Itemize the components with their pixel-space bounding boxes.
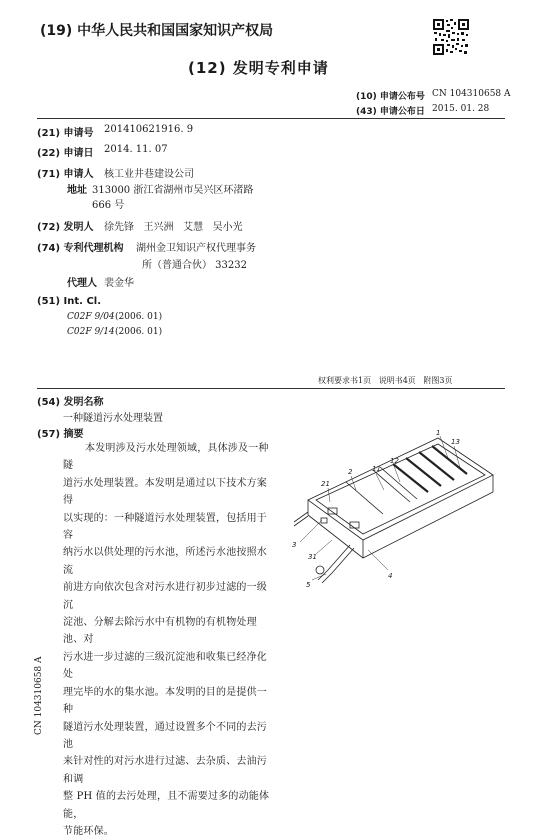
abstract-body bbox=[63, 440, 273, 840]
pipe-outlet bbox=[316, 566, 324, 574]
agent-label: 代理人 bbox=[67, 278, 97, 289]
abstract-line: 理完毕的水的集水池。本发明的目的是提供一种 bbox=[63, 686, 267, 716]
abstract-label: (57) 摘要 bbox=[37, 429, 84, 440]
address-line1: 313000 浙江省湖州市吴兴区环渚路 bbox=[92, 185, 254, 196]
address-line2: 666 号 bbox=[92, 200, 125, 211]
figure-label: 31 bbox=[308, 553, 317, 561]
intcl-2-code: C02F 9/14 bbox=[67, 327, 115, 337]
address-label: 地址 bbox=[67, 185, 87, 196]
page-counts: 权利要求书1页 说明书4页 附图3页 bbox=[318, 376, 453, 385]
agency-label: (74) 专利代理机构 bbox=[37, 243, 124, 254]
qr-code-icon bbox=[432, 18, 470, 56]
app-no: 201410621916. 9 bbox=[104, 124, 194, 135]
pipe bbox=[294, 512, 308, 526]
divider-middle bbox=[37, 388, 505, 389]
agent: 裴金华 bbox=[104, 278, 134, 289]
intcl-1-version: (2006. 01) bbox=[115, 312, 163, 322]
intcl-label: (51) Int. Cl. bbox=[37, 296, 102, 307]
pipe bbox=[318, 545, 354, 583]
invention-title: 一种隧道污水处理装置 bbox=[63, 413, 163, 424]
figure-label: 5 bbox=[306, 581, 311, 589]
app-date: 2014. 11. 07 bbox=[104, 144, 168, 155]
abstract-line: 前进方向依次包含对污水进行初步过滤的一级沉 bbox=[63, 582, 267, 611]
agency-line1: 湖州金卫知识产权代理事务 bbox=[136, 243, 256, 254]
app-no-label: (21) 申请号 bbox=[37, 128, 94, 139]
abstract-line: 本发明涉及污水处理领域，具体涉及一种隧 bbox=[63, 443, 269, 472]
side-publication-number bbox=[32, 655, 46, 735]
tank-inner-rim bbox=[316, 444, 485, 534]
device-figure bbox=[288, 430, 508, 590]
figure-label: 4 bbox=[388, 572, 393, 580]
office-title: (19) 中华人民共和国国家知识产权局 bbox=[40, 23, 274, 39]
figure-label: 3 bbox=[292, 541, 297, 549]
tank-rim bbox=[308, 438, 493, 540]
pub-no: CN 104310658 A bbox=[432, 89, 511, 99]
document-type: (12) 发明专利申请 bbox=[188, 59, 329, 77]
side-number-text: CN 104310658 A bbox=[34, 656, 44, 735]
inventors: 徐先锋 王兴洲 艾慧 吴小光 bbox=[104, 222, 243, 233]
app-date-label: (22) 申请日 bbox=[37, 148, 94, 159]
intcl-2-version: (2006. 01) bbox=[115, 327, 163, 337]
figure-label: 1 bbox=[436, 430, 441, 437]
applicant-label: (71) 申请人 bbox=[37, 169, 94, 180]
filter-plate bbox=[419, 452, 454, 480]
abstract-line: 节能环保。 bbox=[63, 825, 114, 837]
figure-label: 2 bbox=[348, 468, 353, 476]
abstract-line: 隧道污水处理装置，通过设置多个不同的去污池 bbox=[63, 721, 267, 750]
figure-label: 12 bbox=[390, 457, 399, 465]
pub-no-label: (10) 申请公布号 bbox=[356, 92, 425, 102]
pub-date-label: (43) 申请公布日 bbox=[356, 107, 425, 117]
abstract-line: 道污水处理装置。本发明是通过以下技术方案得 bbox=[63, 477, 267, 507]
figure-label: 21 bbox=[321, 480, 330, 488]
abstract-line: 纳污水以供处理的污水池，所述污水池按照水流 bbox=[63, 547, 267, 576]
applicant: 核工业井巷建设公司 bbox=[104, 169, 194, 180]
divider-top bbox=[37, 118, 505, 119]
figure-label: 13 bbox=[451, 438, 460, 446]
abstract-line: 来针对性的对污水进行过滤、去杂质、去油污和调 bbox=[63, 756, 267, 785]
pub-date: 2015. 01. 28 bbox=[432, 104, 490, 114]
filter-plate bbox=[406, 458, 441, 486]
abstract-line: 淀池、分解去除污水中有机物的有机物处理池、对 bbox=[63, 617, 257, 646]
abstract-line: 整 PH 值的去污处理，且不需要过多的动能体能， bbox=[63, 791, 270, 820]
title-label: (54) 发明名称 bbox=[37, 397, 104, 408]
agency-line2: 所（普通合伙） 33232 bbox=[142, 260, 247, 271]
abstract-line: 以实现的：一种隧道污水处理装置，包括用于容 bbox=[63, 512, 267, 542]
abstract-line: 污水进一步过滤的三级沉淀池和收集已经净化处 bbox=[63, 651, 267, 681]
intcl-1-code: C02F 9/04 bbox=[67, 312, 115, 322]
figure-label: 11 bbox=[372, 465, 381, 473]
inventors-label: (72) 发明人 bbox=[37, 222, 94, 233]
